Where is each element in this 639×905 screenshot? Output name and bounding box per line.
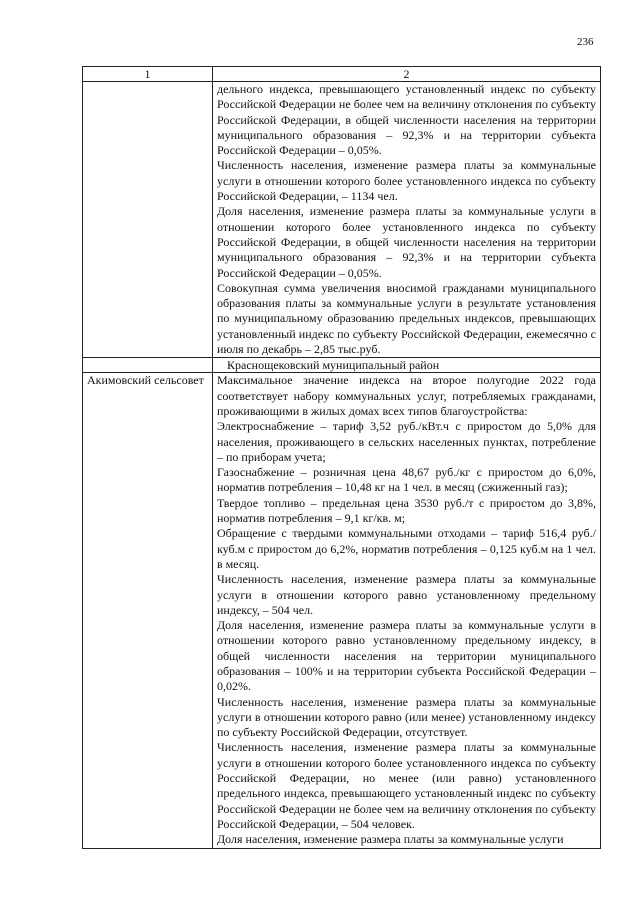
paragraph: Доля населения, изменение размера платы за коммунальные услуги в отношении которого более установленного индекса по субъекту Российской Федерации, в общей численности населения на территории муниципального образования – 92,3% и на территории субъекта Российской Федерации – 0,05%.: [217, 204, 596, 280]
municipality-cell-empty: [83, 82, 213, 358]
section-row: [83, 358, 601, 373]
paragraph: Электроснабжение – тариф 3,52 руб./кВт.ч с приростом до 5,0% для населения, проживающего в сельских населенных пунктах, потребление – по приборам учета;: [217, 419, 596, 464]
paragraph: Численность населения, изменение размера платы за коммунальные услуги в отношении которого более установленного индекса по субъекту Российской Федерации, но менее (или равно) установленного предельного индекса, превышающего установленный индекс по субъекту Российской Федерации не более чем на величину отклонения по субъекту Российской Федерации, – 504 человек.: [217, 740, 596, 831]
paragraph: Совокупная сумма увеличения вносимой гражданами муниципального образования платы за коммунальные услуги в результате установления по муниципальному образованию предельных индексов, превышающих установленный индекс по субъекту Российской Федерации, ежемесячно с июля по декабрь – 2,85 тыс.руб.: [217, 280, 596, 357]
paragraph: Численность населения, изменение размера платы за коммунальные услуги в отношении которого равно установленному предельному индексу, – 504 чел.: [217, 572, 596, 617]
table-header-row: [83, 67, 601, 82]
paragraph: Обращение с твердыми коммунальными отходами – тариф 516,4 руб./куб.м с приростом до 6,2%, норматив потребления – 0,125 куб.м на 1 чел. в месяц.: [217, 526, 596, 571]
paragraph: Доля населения, изменение размера платы за коммунальные услуги в отношении которого равно установленному предельному индексу, в общей численности населения на территории муниципального образования – 100% и на территории субъекта Российской Федерации – 0,02%.: [217, 618, 596, 694]
paragraph: дельного индекса, превышающего установленный индекс по субъекту Российской Федерации не более чем на величину отклонения по субъекту Российской Федерации, в общей численности населения на территории муниципального образования – 92,3% и на территории субъекта Российской Федерации – 0,05%.: [217, 82, 596, 158]
description-cell: [213, 373, 601, 848]
paragraph: Доля населения, изменение размера платы за коммунальные услуги: [217, 832, 564, 847]
paragraph: Численность населения, изменение размера платы за коммунальные услуги в отношении которого более установленного индекса по субъекту Российской Федерации, – 1134 чел.: [217, 158, 596, 204]
description-cell: [213, 82, 601, 358]
paragraph: Максимальное значение индекса на второе полугодие 2022 года соответствует набору коммунальных услуг, потребляемых гражданами, проживающими в жилых домах всех типов благоустройства:: [217, 373, 596, 418]
section-title: Краснощековский муниципальный район: [213, 358, 601, 373]
paragraph: Газоснабжение – розничная цена 48,67 руб./кг с приростом до 6,0%, норматив потребления – 10,48 кг на 1 чел. в месяц (сжиженный газ);: [217, 465, 596, 495]
section-left-cell: [83, 358, 213, 373]
column-header-2: 2: [213, 67, 601, 82]
table-row: [83, 373, 601, 848]
paragraph: Твердое топливо – предельная цена 3530 руб./т с приростом до 3,8%, норматив потребления – 9,1 кг/кв. м;: [217, 495, 596, 526]
table-row-continued: [83, 82, 601, 358]
page-number: 236: [577, 36, 594, 48]
column-header-1: 1: [83, 67, 213, 82]
document-table: [82, 66, 601, 849]
paragraph: Численность населения, изменение размера платы за коммунальные услуги в отношении которого равно (или менее) установленному индексу по субъекту Российской Федерации, отсутствует.: [217, 694, 596, 740]
municipality-name: Акимовский сельсовет: [83, 373, 213, 848]
